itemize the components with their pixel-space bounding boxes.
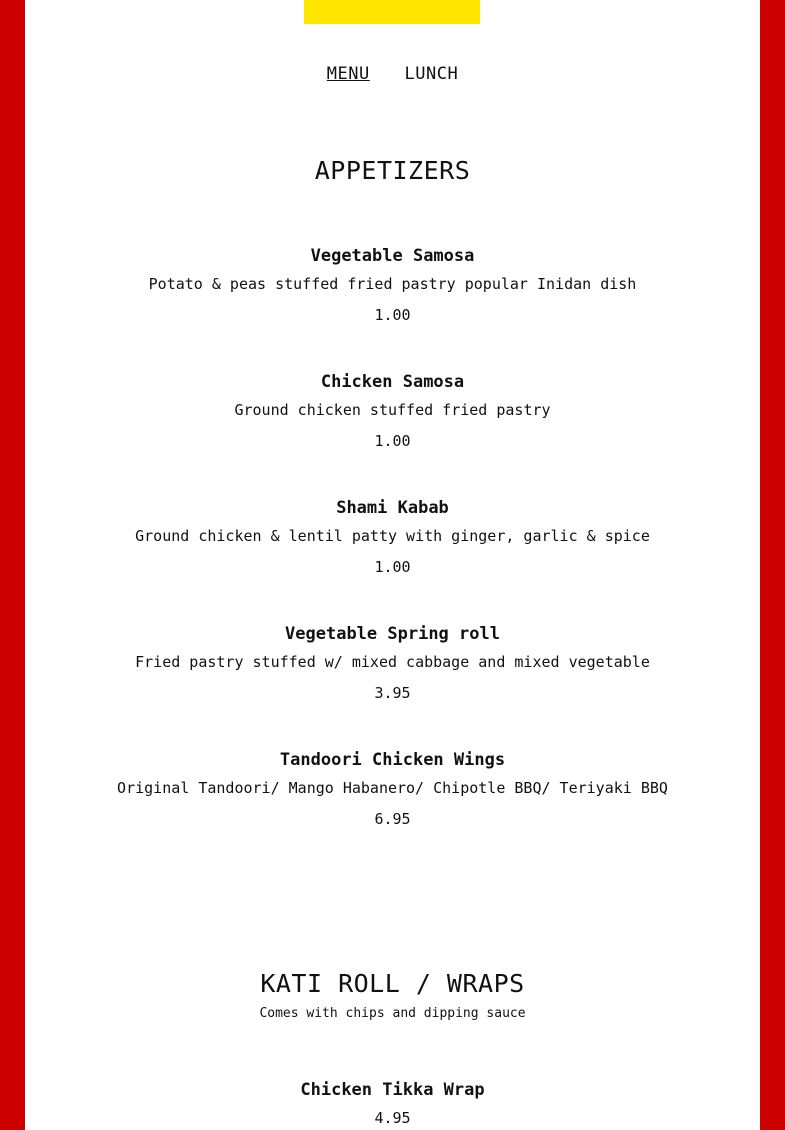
item-price: 4.95	[374, 1109, 411, 1127]
menu-item	[0, 368, 785, 455]
item-description: Ground chicken stuffed fried pastry	[234, 401, 551, 419]
item-name: Vegetable Spring roll	[285, 624, 500, 644]
item-price: 6.95	[374, 810, 411, 828]
item-description: Fried pastry stuffed w/ mixed cabbage and mixed vegetable	[135, 653, 650, 671]
section-title-kati-roll-wraps: KATI ROLL / WRAPS	[260, 969, 525, 998]
item-name: Shami Kabab	[336, 498, 449, 518]
item-description: Original Tandoori/ Mango Habanero/ Chipotle BBQ/ Teriyaki BBQ	[117, 779, 668, 797]
menu-item	[0, 620, 785, 707]
nav-link-menu[interactable]: MENU	[326, 64, 370, 84]
item-price: 1.00	[374, 306, 411, 324]
menu-item	[0, 1076, 785, 1130]
item-price: 3.95	[374, 684, 411, 702]
nav-link-lunch[interactable]: LUNCH	[404, 64, 459, 84]
menu-nav	[0, 64, 785, 84]
menu-item	[0, 746, 785, 833]
section-note: Comes with chips and dipping sauce	[259, 1006, 526, 1021]
logo-banner[interactable]	[304, 0, 480, 24]
item-name: Vegetable Samosa	[310, 246, 475, 266]
item-name: Tandoori Chicken Wings	[279, 750, 506, 770]
item-name: Chicken Samosa	[320, 372, 465, 392]
item-price: 1.00	[374, 558, 411, 576]
item-name: Chicken Tikka Wrap	[300, 1080, 485, 1100]
menu-item	[0, 242, 785, 329]
menu-item	[0, 494, 785, 581]
item-price: 1.00	[374, 432, 411, 450]
section-title-appetizers: APPETIZERS	[314, 156, 471, 185]
item-description: Potato & peas stuffed fried pastry popular Inidan dish	[148, 275, 637, 293]
item-description: Ground chicken & lentil patty with ginger, garlic & spice	[135, 527, 650, 545]
